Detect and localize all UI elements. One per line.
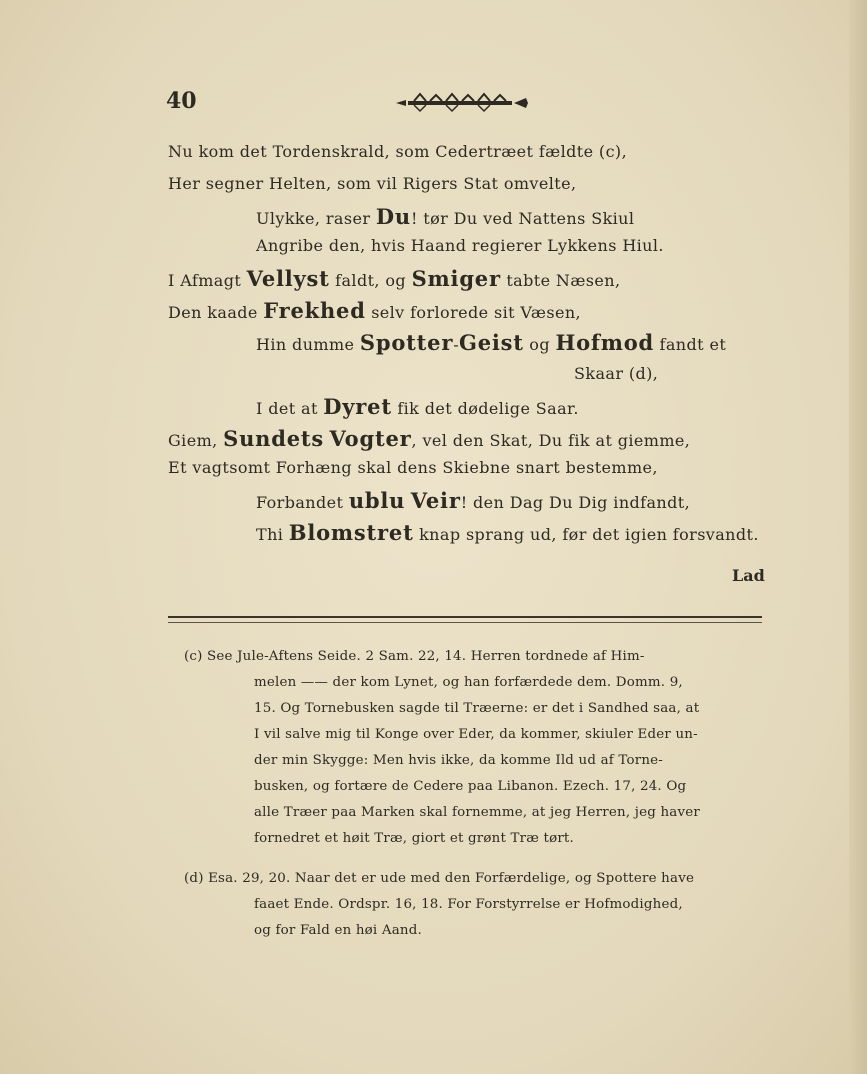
emphasized-word: Smiger	[411, 266, 501, 291]
verse-text: knap sprang ud, før det igien forsvandt.	[413, 525, 759, 544]
verse-text: Hin dumme	[256, 335, 360, 354]
footnote-line: busken, og fortære de Cedere paa Libanon. Ezech. 17, 24. Og	[254, 779, 687, 794]
footnote-line: der min Skygge: Men hvis ikke, da komme Ild ud af Torne-	[254, 753, 664, 768]
verse-text: I Afmagt	[168, 271, 247, 290]
verse-text: ! tør Du ved Nattens Skiul	[410, 209, 635, 228]
emphasized-word: Vellyst	[246, 266, 330, 291]
verse-text: Forbandet	[256, 493, 349, 512]
emphasized-word: Du	[375, 204, 411, 229]
footnote-line: alle Træer paa Marken skal fornemme, at jeg Herren, jeg haver	[254, 805, 700, 820]
page-edge	[849, 0, 867, 1074]
verse-text: Giem,	[168, 431, 224, 450]
poem-line	[256, 236, 664, 255]
verse-text: Angribe den, hvis Haand regierer Lykkens Hiul.	[256, 236, 664, 255]
verse-text: selv forlorede sit Væsen,	[365, 303, 582, 322]
verse-text: -	[453, 335, 459, 354]
emphasized-word: Frekhed	[263, 298, 366, 323]
poem-line	[256, 204, 634, 229]
emphasized-word: Vogter	[329, 426, 412, 451]
poem-line	[168, 298, 581, 323]
footnote-line: faaet Ende. Ordspr. 16, 18. For Forstyrrelse er Hofmodighed,	[254, 897, 683, 912]
footnote-line: fornedret et høit Træ, giort et grønt Træ tørt.	[254, 831, 574, 846]
poem-line	[256, 520, 759, 545]
poem-line	[256, 488, 690, 513]
page-number: 40	[166, 88, 197, 114]
verse-text: Ulykke, raser	[256, 209, 376, 228]
verse-text: Et vagtsomt Forhæng skal dens Skiebne snart bestemme,	[168, 458, 658, 477]
emphasized-word: Hofmod	[555, 330, 655, 355]
verse-text: tabte Næsen,	[500, 271, 621, 290]
footnote-divider	[168, 616, 762, 623]
verse-text: Skaar (d),	[574, 364, 659, 383]
verse-text: og	[523, 335, 556, 354]
poem-line	[256, 394, 579, 419]
poem-line	[574, 364, 658, 383]
footnote-line: og for Fald en høi Aand.	[254, 923, 422, 938]
emphasized-word: Geist	[459, 330, 524, 355]
crown-ornament-icon	[392, 92, 532, 114]
verse-text: Nu kom det Tordenskrald, som Cedertræet fældte (c),	[168, 142, 628, 161]
verse-text: I det at	[256, 399, 324, 418]
footnote-line: (c) See Jule-Aftens Seide. 2 Sam. 22, 14. Herren tordnede af Him-	[184, 649, 645, 664]
poem-line	[168, 426, 690, 451]
poem-line	[168, 142, 627, 161]
verse-text: Her segner Helten, som vil Rigers Stat omvelte,	[168, 174, 577, 193]
catchword: Lad	[732, 566, 765, 585]
footnote-line: 15. Og Tornebusken sagde til Træerne: er det i Sandhed saa, at	[254, 701, 700, 716]
emphasized-word: ublu	[348, 488, 406, 513]
verse-text: , vel den Skat, Du fik at giemme,	[411, 431, 691, 450]
verse-text: Den kaade	[168, 303, 264, 322]
footnote-line: (d) Esa. 29, 20. Naar det er ude med den Forfærdelige, og Spottere have	[184, 871, 695, 886]
verse-text: fik det dødelige Saar.	[391, 399, 579, 418]
poem-line	[168, 458, 658, 477]
verse-text: fandt et	[654, 335, 727, 354]
poem-line	[168, 266, 620, 291]
emphasized-word: Sundets	[223, 426, 324, 451]
emphasized-word: Spotter	[359, 330, 454, 355]
emphasized-word: Blomstret	[288, 520, 414, 545]
footnote-line: I vil salve mig til Konge over Eder, da kommer, skiuler Eder un-	[254, 727, 698, 742]
poem-line	[168, 174, 576, 193]
poem-line	[256, 330, 726, 355]
emphasized-word: Dyret	[323, 394, 392, 419]
footnote-line: melen —— der kom Lynet, og han forfærdede dem. Domm. 9,	[254, 675, 683, 690]
verse-text: faldt, og	[329, 271, 412, 290]
verse-text: Thi	[256, 525, 289, 544]
emphasized-word: Veir	[410, 488, 461, 513]
page-header	[0, 88, 867, 118]
verse-text: ! den Dag Du Dig indfandt,	[460, 493, 691, 512]
